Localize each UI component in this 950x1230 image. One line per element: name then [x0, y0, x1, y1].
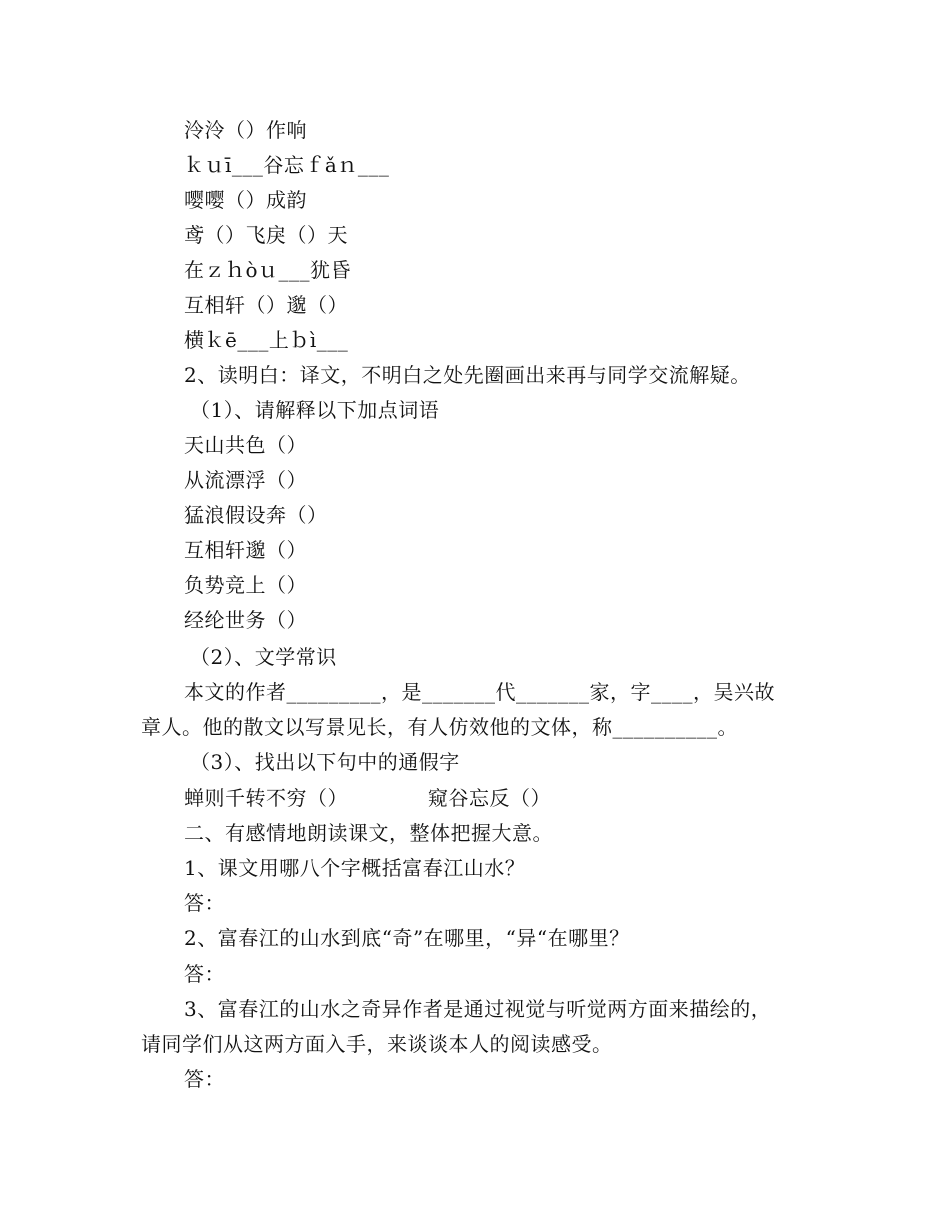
answer-label-3: 答： — [184, 1067, 225, 1091]
text-line-pronunciation-7: 横ｋē___上ｂì___ — [184, 328, 349, 352]
word-item: 天山共色（） — [184, 433, 307, 457]
question-3-line-1: 3、富春江的山水之奇异作者是通过视觉与听觉两方面来描绘的， — [184, 997, 772, 1021]
text-line-pronunciation-1: 泠泠（）作响 — [184, 118, 307, 142]
question-2: 2、富春江的山水到底“奇”在哪里，“异“在哪里？ — [184, 926, 630, 950]
text-line-pronunciation-4: 鸢（）飞戾（）天 — [184, 223, 348, 247]
section-heading-read-clearly: 2、读明白：译文，不明白之处先圈画出来再与同学交流解疑。 — [184, 363, 751, 387]
loan-character-item: 蝉则千转不穷（） — [184, 786, 348, 810]
fill-in-author-line-1: 本文的作者_________，是_______代_______家，字____，吴兴故 — [184, 680, 775, 704]
text-line-pronunciation-3: 嘤嘤（）成韵 — [184, 188, 307, 212]
word-item: 互相轩邈（） — [184, 538, 307, 562]
text-line-pronunciation-5: 在ｚｈòｕ___犹昏 — [184, 258, 352, 282]
answer-label-2: 答： — [184, 962, 225, 986]
question-1: 1、课文用哪八个字概括富春江山水？ — [184, 856, 526, 880]
word-item: 从流漂浮（） — [184, 468, 307, 492]
text-line-pronunciation-2: ｋｕī___谷忘ｆǎｎ___ — [184, 153, 390, 177]
answer-label-1: 答： — [184, 891, 225, 915]
loan-character-row — [184, 786, 551, 810]
question-3-line-2: 请同学们从这两方面入手，来谈谈本人的阅读感受。 — [141, 1032, 613, 1056]
fill-in-author-line-2: 章人。他的散文以写景见长，有人仿效他的文体，称__________。 — [141, 715, 738, 739]
text-line-pronunciation-6: 互相轩（）邈（） — [184, 293, 348, 317]
word-item: 经纶世务（） — [184, 608, 307, 632]
word-item: 猛浪假设奔（） — [184, 503, 328, 527]
subheading-literary-knowledge: （2）、文学常识 — [190, 645, 337, 669]
word-item: 负势竞上（） — [184, 573, 307, 597]
section-heading-read-aloud: 二、有感情地朗读课文，整体把握大意。 — [184, 821, 553, 845]
subheading-loan-characters: （3）、找出以下句中的通假字 — [190, 750, 460, 774]
loan-character-item: 窥谷忘反（） — [428, 786, 551, 810]
subheading-explain-words: （1）、请解释以下加点词语 — [190, 398, 440, 422]
